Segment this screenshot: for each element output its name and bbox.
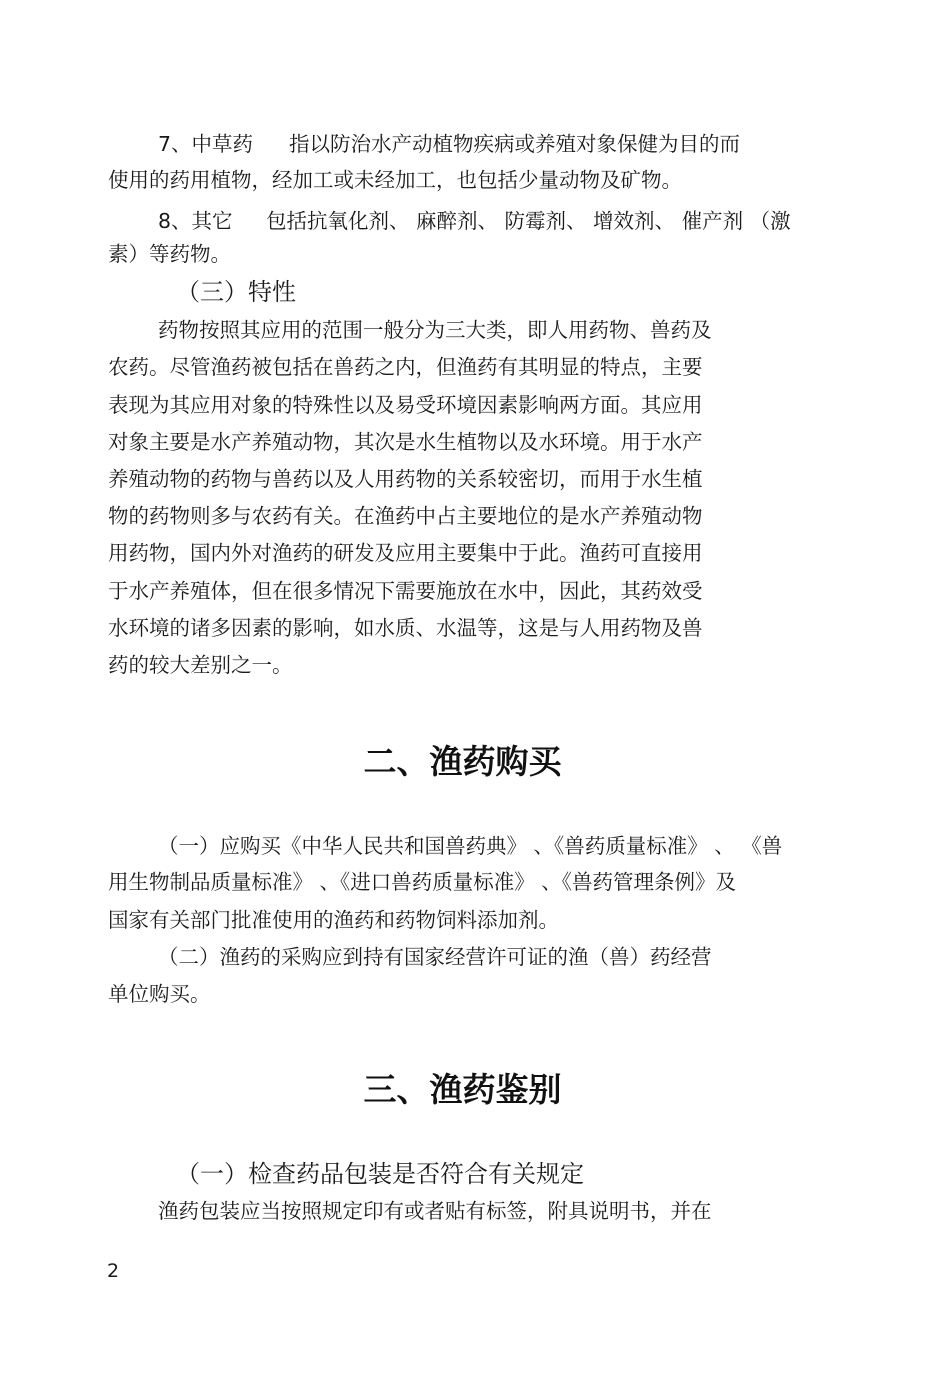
traits-line-9: 水环境的诸多因素的影响，如水质、水温等，这是与人用药物及兽 [108, 616, 703, 640]
traits-line-5: 养殖动物的药物与兽药以及人用药物的关系较密切，而用于水生植 [108, 467, 703, 491]
traits-line-7: 用药物，国内外对渔药的研发及应用主要集中于此。渔药可直接用 [108, 541, 703, 565]
section3-p1-line-1: 渔药包装应当按照规定印有或者贴有标签，附具说明书，并在 [158, 1199, 712, 1223]
section3-subheading-packaging: （一）检查药品包装是否符合有关规定 [176, 1160, 584, 1188]
item7-line2: 使用的药用植物，经加工或未经加工，也包括少量动物及矿物。 [108, 168, 682, 192]
section3-heading: 三、渔药鉴别 [363, 1070, 562, 1109]
item7-line1: 指以防治水产动植物疾病或养殖对象保健为目的而 [289, 132, 740, 156]
section2-p2-line-2: 单位购买。 [108, 982, 211, 1006]
section2-p1-line-1: （一）应购买《中华人民共和国兽药典》 、《兽药质量标准》 、 《兽 [158, 834, 783, 858]
traits-line-1: 药物按照其应用的范围一般分为三大类，即人用药物、兽药及 [158, 318, 712, 342]
item8-line2: 素）等药物。 [108, 242, 231, 266]
section2-heading: 二、渔药购买 [363, 742, 562, 781]
traits-line-4: 对象主要是水产养殖动物，其次是水生植物以及水环境。用于水产 [108, 430, 703, 454]
traits-line-2: 农药。尽管渔药被包括在兽药之内，但渔药有其明显的特点，主要 [108, 355, 703, 379]
section2-p1-line-3: 国家有关部门批准使用的渔药和药物饲料添加剂。 [108, 908, 559, 932]
traits-line-3: 表现为其应用对象的特殊性以及易受环境因素影响两方面。其应用 [108, 393, 703, 417]
traits-line-6: 物的药物则多与农药有关。在渔药中占主要地位的是水产养殖动物 [108, 504, 703, 528]
traits-line-10: 药的较大差别之一。 [108, 653, 293, 677]
section2-p2-line-1: （二）渔药的采购应到持有国家经营许可证的渔（兽）药经营 [158, 945, 712, 969]
traits-line-8: 于水产养殖体，但在很多情况下需要施放在水中，因此，其药效受 [108, 579, 703, 603]
section2-p1-line-2: 用生物制品质量标准》 、《进口兽药质量标准》 、《兽药管理条例》及 [108, 870, 737, 894]
page-number: 2 [107, 1260, 120, 1282]
item8-line1: 包括抗氧化剂、 麻醉剂、 防霉剂、 增效剂、 催产剂 （激 [266, 209, 791, 233]
subheading-traits: （三）特性 [176, 278, 296, 306]
item7-label: 7、中草药 [158, 132, 254, 156]
item8-label: 8、其它 [158, 209, 233, 233]
